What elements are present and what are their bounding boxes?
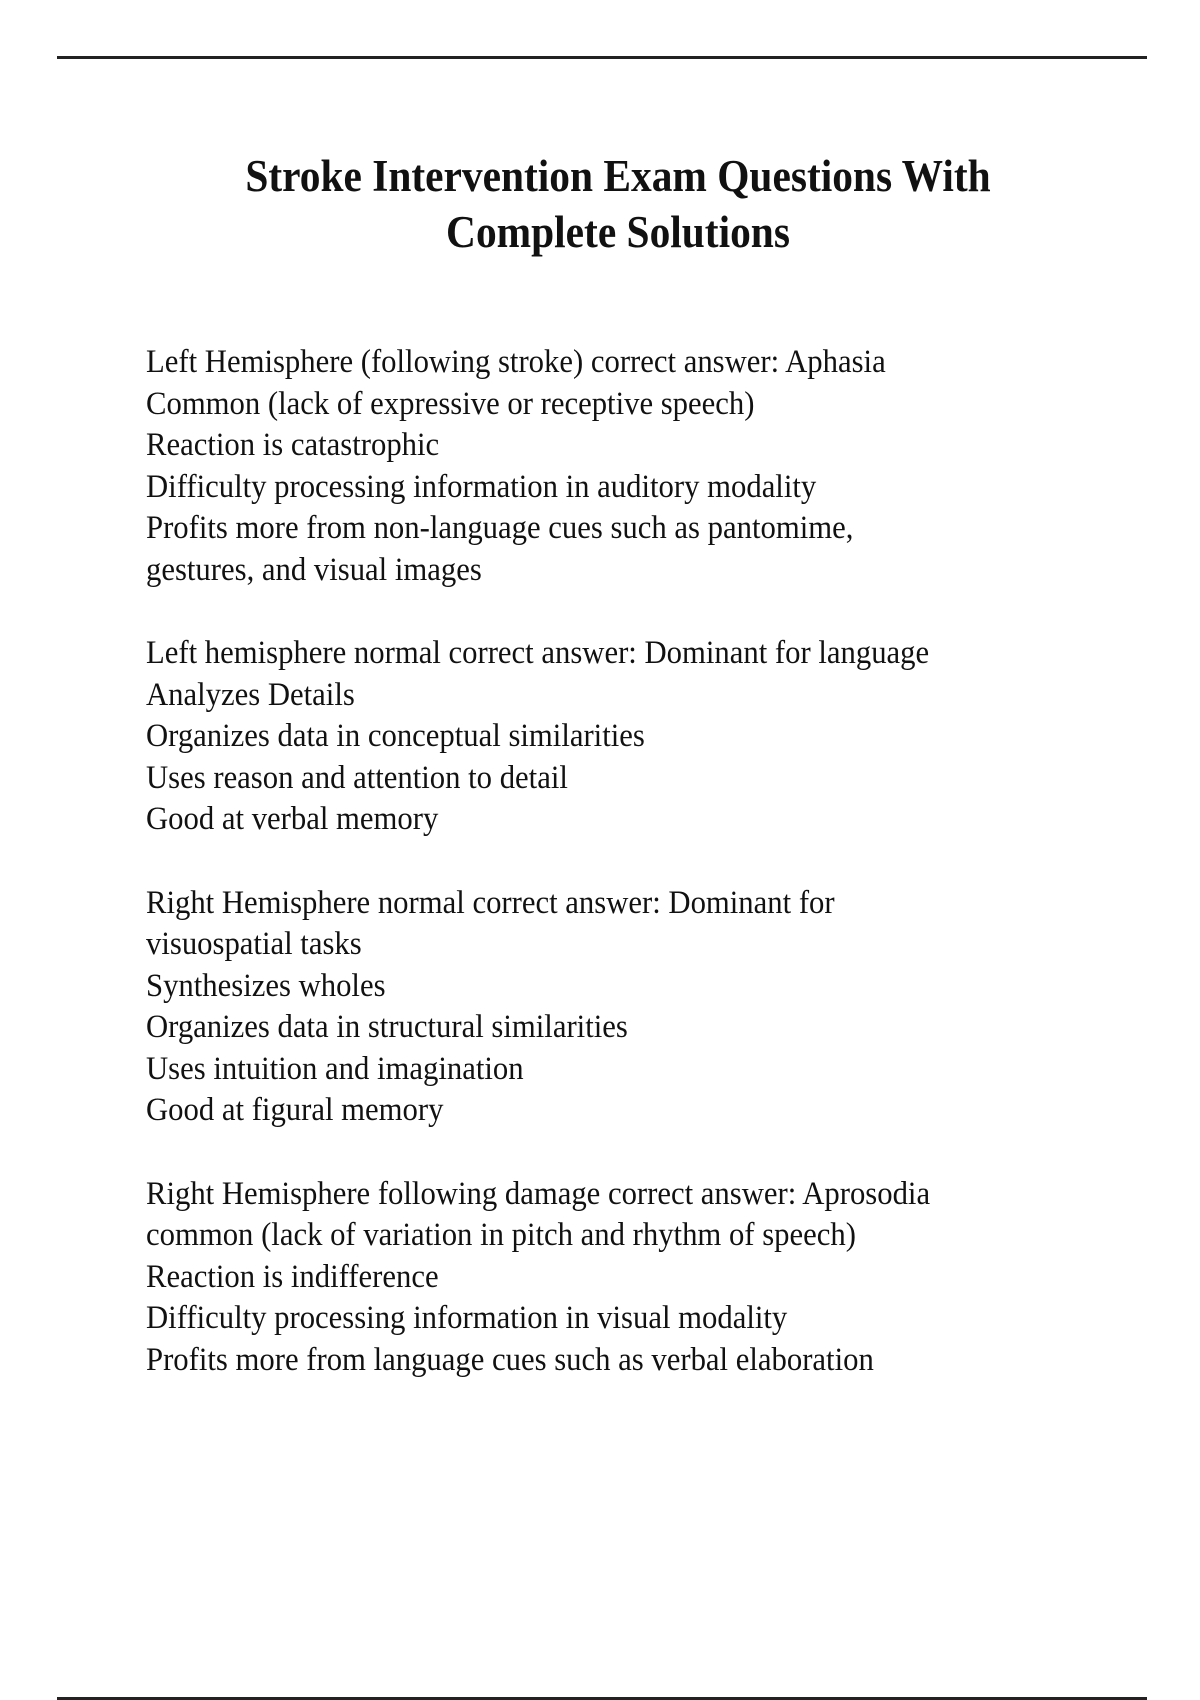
qa-item-left-hemisphere-normal	[146, 633, 1146, 841]
qa-item-right-hemisphere-normal	[146, 883, 1146, 1132]
qa-line: Uses reason and attention to detail	[146, 759, 568, 796]
qa-line: Analyzes Details	[146, 676, 355, 713]
qa-item-right-hemisphere-damage	[146, 1174, 1146, 1382]
document-body	[146, 342, 1146, 1423]
qa-line: Organizes data in conceptual similarities	[146, 718, 645, 754]
qa-line: Reaction is catastrophic	[146, 427, 440, 463]
title-line-2: Complete Solutions	[446, 207, 790, 257]
title-line-1: Stroke Intervention Exam Questions With	[245, 151, 991, 201]
qa-line: Reaction is indifference	[146, 1258, 439, 1295]
qa-line: visuospatial tasks	[146, 926, 362, 962]
qa-line: common (lack of variation in pitch and rhythm of speech)	[146, 1217, 856, 1253]
qa-line: Uses intuition and imagination	[146, 1050, 524, 1087]
qa-line: Synthesizes wholes	[146, 967, 386, 1004]
document-title	[49, 148, 1186, 260]
qa-line: Profits more from language cues such as verbal elaboration	[146, 1341, 874, 1378]
qa-line: Organizes data in structural similarities	[146, 1009, 628, 1045]
qa-line: Difficulty processing information in auditory modality	[146, 468, 817, 505]
qa-line: Right Hemisphere following damage correct answer: Aprosodia	[146, 1175, 931, 1212]
qa-line: Good at verbal memory	[146, 801, 439, 837]
qa-line: Difficulty processing information in visual modality	[146, 1300, 788, 1336]
qa-line: Left hemisphere normal correct answer: Dominant for language	[146, 635, 930, 671]
header-rule	[57, 56, 1147, 59]
qa-line: Right Hemisphere normal correct answer: Dominant for	[146, 884, 835, 921]
qa-line: Good at figural memory	[146, 1092, 444, 1128]
qa-line: Common (lack of expressive or receptive speech)	[146, 385, 755, 422]
qa-line: Profits more from non-language cues such as pantomime,	[146, 510, 854, 546]
qa-item-left-hemisphere-stroke	[146, 342, 1146, 591]
qa-line: Left Hemisphere (following stroke) correct answer: Aphasia	[146, 344, 886, 380]
qa-line: gestures, and visual images	[146, 551, 482, 588]
